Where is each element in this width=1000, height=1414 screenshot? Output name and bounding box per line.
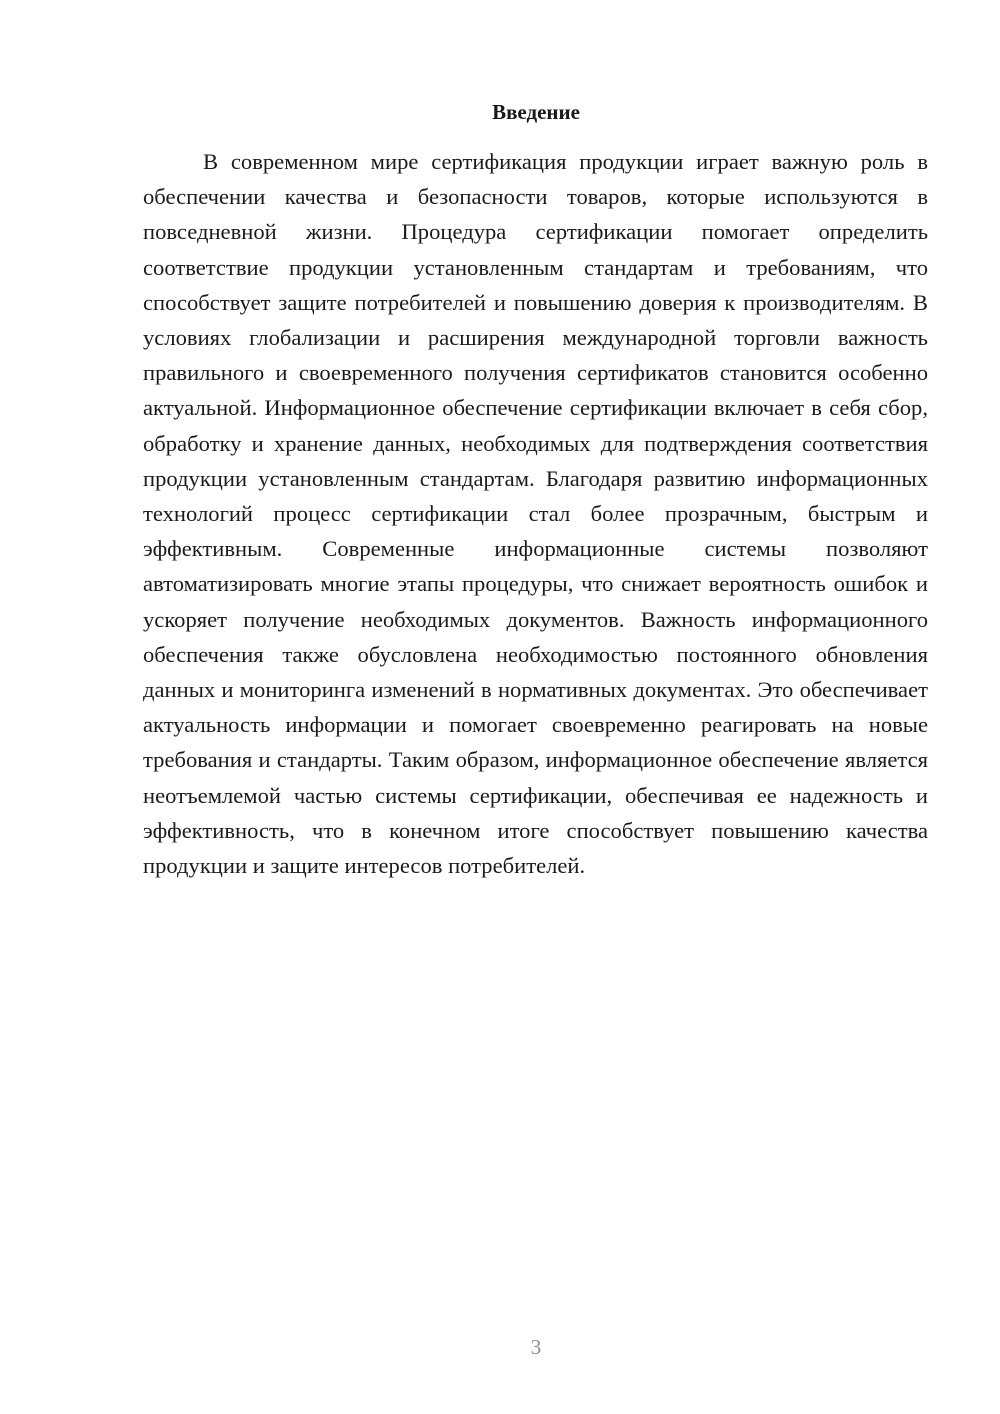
page-number: 3	[530, 1335, 542, 1359]
body-paragraph: В современном мире сертификация продукции играет важную роль в обеспечении качества и безопасности товаров, которые используются в повседневной жизни. Процедура сертификации помогает определить соответствие продукции установленным стандартам и требованиям, что способствует защите потребителей и повышению доверия к производителям. В условиях глобализации и расширения международной торговли важность правильного и своевременного получения сертификатов становится особенно актуальной. Информационное обеспечение сертификации включает в себя сбор, обработку и хранение данных, необходимых для подтверждения соответствия продукции установленным стандартам. Благодаря развитию информационных технологий процесс сертификации стал более прозрачным, быстрым и эффективным. Современные информационные системы позволяют автоматизировать многие этапы процедуры, что снижает вероятность ошибок и ускоряет получение необходимых документов. Важность информационного обеспечения также обусловлена необходимостью постоянного обновления данных и мониторинга изменений в нормативных документах. Это обеспечивает актуальность информации и помогает своевременно реагировать на новые требования и стандарты. Таким образом, информационное обеспечение является неотъемлемой частью системы сертификации, обеспечивая ее надежность и эффективность, что в конечном итоге способствует повышению качества продукции и защите интересов потребителей.	[143, 149, 928, 879]
section-heading: Введение	[492, 100, 580, 124]
